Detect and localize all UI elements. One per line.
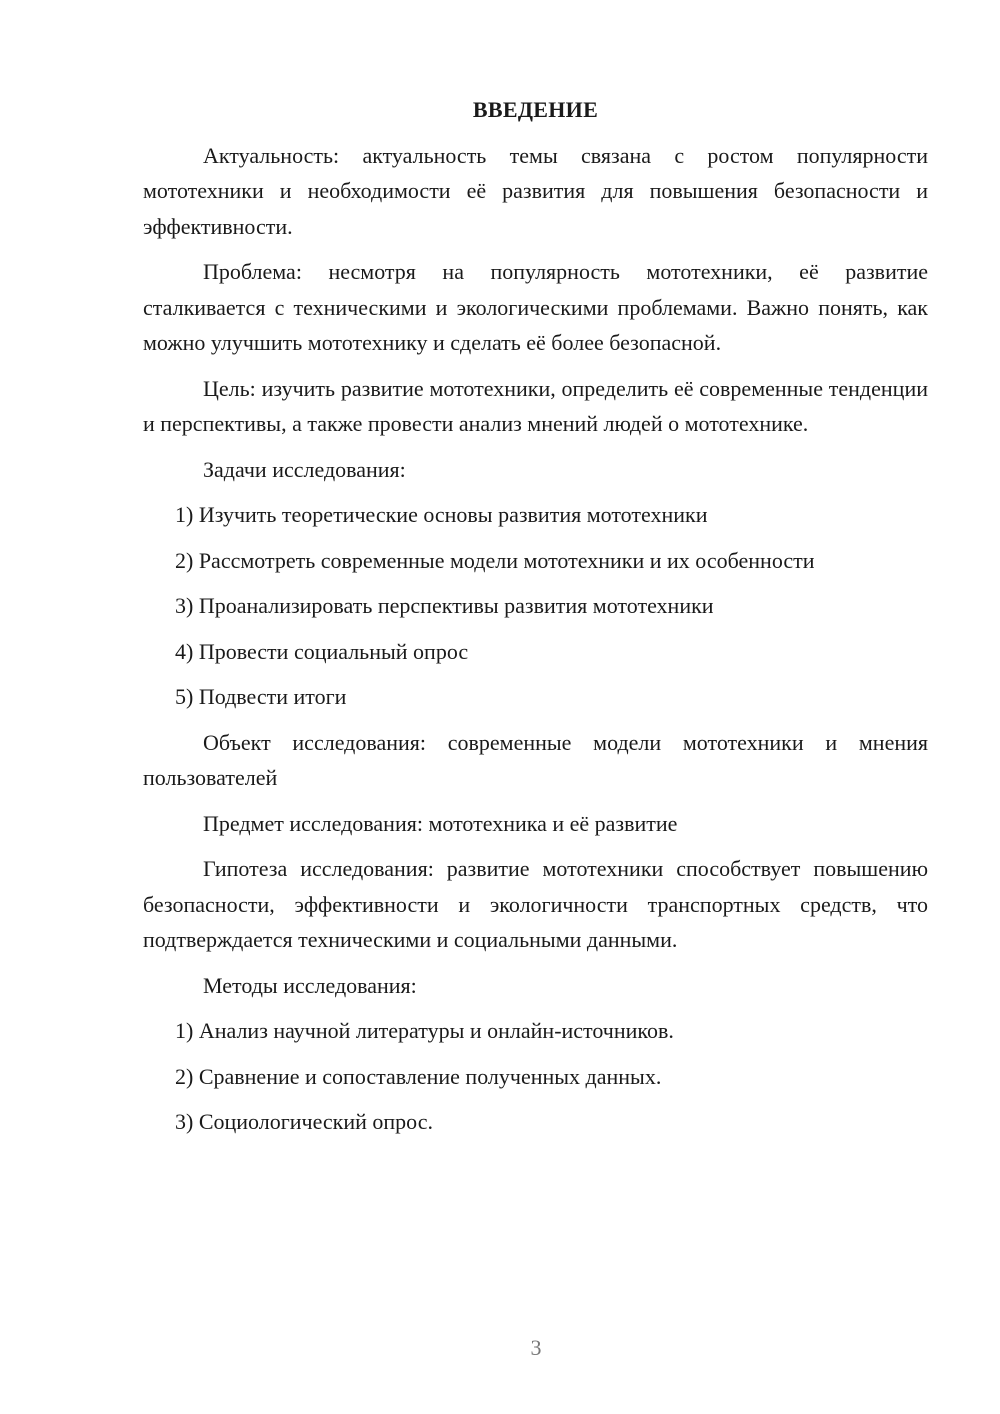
goal-paragraph: Цель: изучить развитие мототехники, определить её современные тенденции и перспективы, а также провести анализ мнений людей о мототехнике. (143, 375, 928, 436)
object-paragraph: Объект исследования: современные модели мототехники и мнения пользователей (143, 729, 928, 790)
page-content (143, 92, 928, 1150)
page-number: 3 (530, 1335, 542, 1360)
problem-paragraph: Проблема: несмотря на популярность мототехники, её развитие сталкивается с техническими и экологическими проблемами. Важно понять, как можно улучшить мототехнику и сделать её более безопасной. (143, 259, 928, 355)
hypothesis-paragraph: Гипотеза исследования: развитие мототехники способствует повышению безопасности, эффективности и экологичности транспортных средств, что подтверждается техническими и социальными данными. (143, 856, 928, 952)
methods-title: Методы исследования: (203, 972, 417, 998)
relevance-paragraph: Актуальность: актуальность темы связана с ростом популярности мототехники и необходимости её развития для повышения безопасности и эффективности. (143, 142, 928, 239)
task-item: 4) Провести социальный опрос (175, 638, 469, 664)
method-item: 3) Социологический опрос. (175, 1109, 433, 1134)
task-item: 3) Проанализировать перспективы развития мототехники (175, 593, 714, 618)
method-item: 2) Сравнение и сопоставление полученных данных. (175, 1063, 662, 1089)
tasks-title: Задачи исследования: (203, 456, 406, 482)
task-item: 2) Рассмотреть современные модели мототехники и их особенности (175, 547, 815, 573)
subject-paragraph: Предмет исследования: мототехника и её развитие (203, 810, 678, 836)
task-item: 5) Подвести итоги (175, 684, 347, 709)
method-item: 1) Анализ научной литературы и онлайн-источников. (175, 1018, 674, 1043)
task-item: 1) Изучить теоретические основы развития мототехники (175, 502, 708, 527)
section-heading: ВВЕДЕНИЕ (472, 97, 599, 122)
